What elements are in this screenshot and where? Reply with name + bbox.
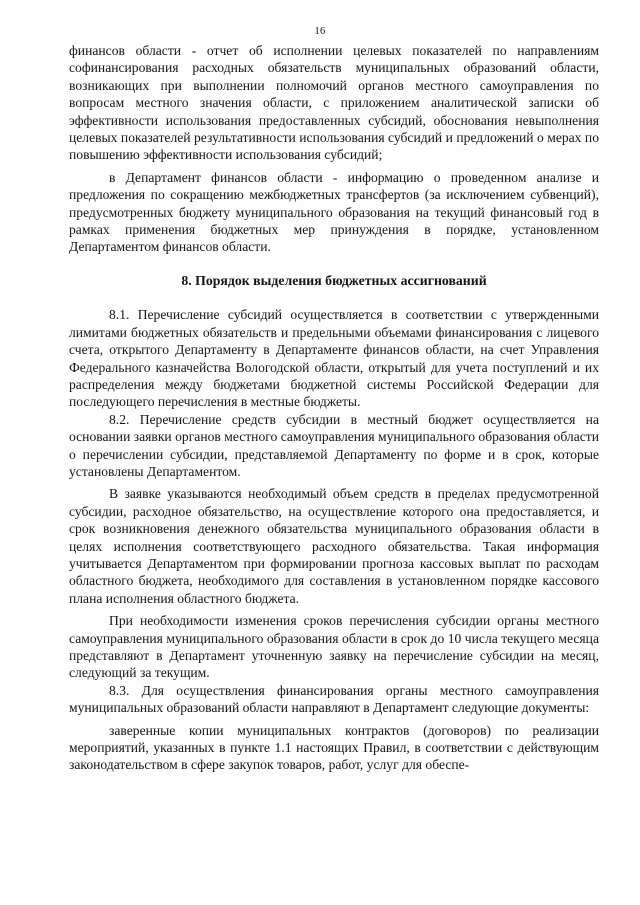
paragraph-finance-department-info: в Департамент финансов области - информацию о проведенном анализе и предложения по сокращению межбюджетных трансфертов (за исключением субвенций), предусмотренных бюджету муниципального образования на текущий финансовый год в рамках применения бюджетных мер принуждения в порядке, установленном Департаментом финансов области. [69, 169, 599, 255]
page-number: 16 [314, 26, 326, 37]
paragraph-8-1: 8.1. Перечисление субсидий осуществляется в соответствии с утвержденными лимитами бюджетных обязательств и предельными объемами финансирования с лицевого счета, открытого Департаменту в Департаменте финансов области, на счет Управления Федерального казначейства Вологодской области, открытый для учета поступлений и их распределения между бюджетами бюджетной системы Российской Федерации для последующего перечисления в местные бюджеты. [69, 307, 599, 410]
paragraph-report-continuation: финансов области - отчет об исполнении целевых показателей по направлениям софинансирования расходных обязательств муниципальных образований области, возникающих при выполнении полномочий органов местного самоуправления по вопросам местного значения области, с приложением аналитической записки об эффективности использования предоставленных субсидий, обоснования невыполнения целевых показателей результативности использования субсидий и предложений о мерах по повышению эффективности использования субсидий; [69, 43, 599, 163]
document-body [69, 42, 599, 774]
paragraph-application-contents: В заявке указываются необходимый объем средств в пределах предусмотренной субсидии, расходное обязательство, на осуществление которого она предоставляется, и срок возникновения денежного обязательства муниципального образования области в целях исполнения соответствующего расходного обязательства. Такая информация учитывается Департаментом при формировании прогноза кассовых выплат по расходам областного бюджета, необходимого для составления в установленном порядке кассового плана исполнения областного бюджета. [69, 486, 599, 606]
paragraph-contract-copies: заверенные копии муниципальных контрактов (договоров) по реализации мероприятий, указанных в пункте 1.1 настоящих Правил, в соответствии с действующим законодательством в сфере закупок товаров, работ, услуг для обеспе- [69, 722, 599, 773]
paragraph-8-3: 8.3. Для осуществления финансирования органы местного самоуправления муниципальных образований области направляют в Департамент следующие документы: [69, 682, 599, 716]
section-heading: 8. Порядок выделения бюджетных ассигнований [181, 272, 487, 288]
paragraph-terms-change: При необходимости изменения сроков перечисления субсидии органы местного самоуправления муниципального образования области в срок до 10 числа текущего месяца представляют в Департамент уточненную заявку на перечисление субсидии на месяц, следующий за текущим. [69, 613, 599, 681]
paragraph-8-2: 8.2. Перечисление средств субсидии в местный бюджет осуществляется на основании заявки органов местного самоуправления муниципального образования области о перечислении субсидии, представляемой Департаменту по форме и в срок, которые установлены Департаментом. [69, 411, 599, 479]
